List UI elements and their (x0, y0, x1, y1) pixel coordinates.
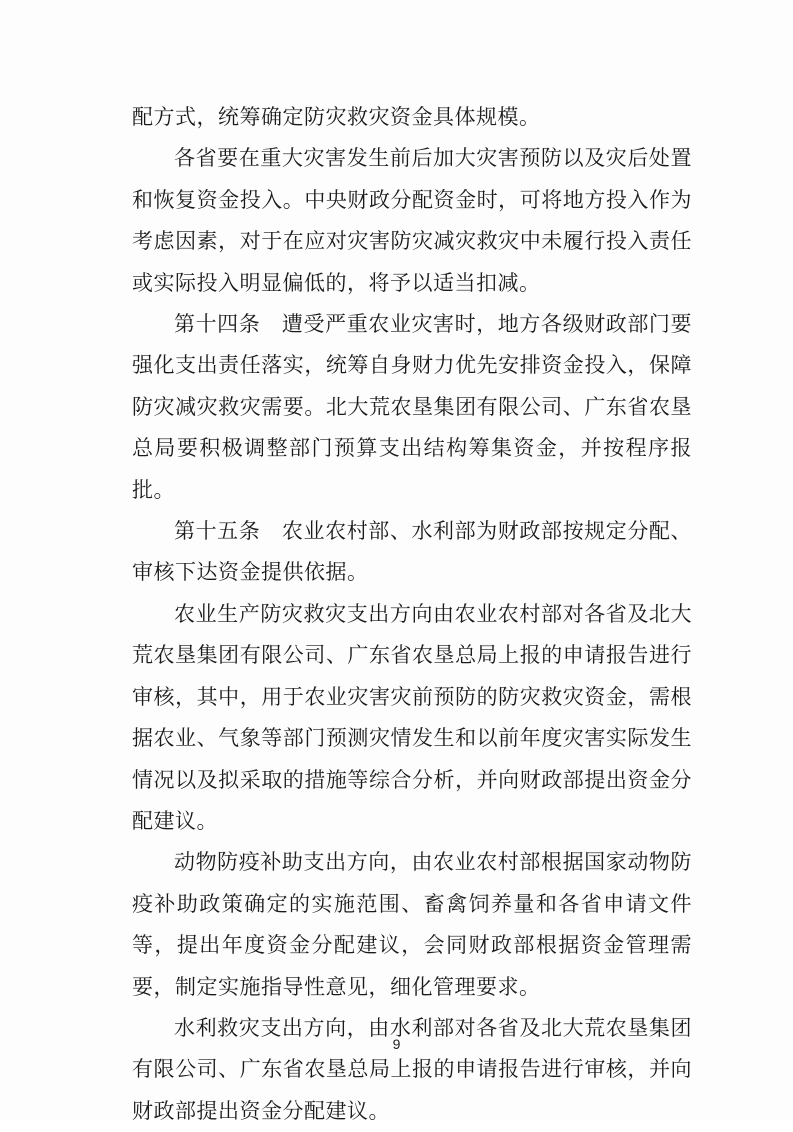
paragraph-2: 各省要在重大灾害发生前后加大灾害预防以及灾后处置和恢复资金投入。中央财政分配资金时，可将地方投入作为考虑因素，对于在应对灾害防灾减灾救灾中未履行投入责任或实际投入明显偏低的，将予以适当扣减。 (132, 146, 692, 295)
paragraph-animal-epidemic: 动物防疫补助支出方向，由农业农村部根据国家动物防疫补助政策确定的实施范围、畜禽饲养量和各省申请文件等，提出年度资金分配建议，会同财政部根据资金管理需要，制定实施指导性意见，细化管理要求。 (132, 850, 692, 999)
paragraph-article-15: 第十五条 农业农村部、水利部为财政部按规定分配、审核下达资金提供依据。 (132, 519, 692, 585)
document-body (132, 97, 692, 1132)
paragraph-water-disaster: 水利救灾支出方向，由水利部对各省及北大荒农垦集团有限公司、广东省农垦总局上报的申请报告进行审核，并向财政部提出资金分配建议。 (132, 1015, 692, 1123)
paragraph-article-14: 第十四条 遭受严重农业灾害时，地方各级财政部门要强化支出责任落实，统筹自身财力优先安排资金投入，保障防灾减灾救灾需要。北大荒农垦集团有限公司、广东省农垦总局要积极调整部门预算支出结构筹集资金，并按程序报批。 (132, 312, 692, 502)
page-number: 9 (392, 1036, 401, 1052)
paragraph-agricultural-disaster: 农业生产防灾救灾支出方向由农业农村部对各省及北大荒农垦集团有限公司、广东省农垦总局上报的申请报告进行审核，其中，用于农业灾害灾前预防的防灾救灾资金，需根据农业、气象等部门预测灾情发生和以前年度灾害实际发生情况以及拟采取的措施等综合分析，并向财政部提出资金分配建议。 (132, 601, 692, 833)
paragraph-1: 配方式，统筹确定防灾救灾资金具体规模。 (132, 105, 541, 129)
